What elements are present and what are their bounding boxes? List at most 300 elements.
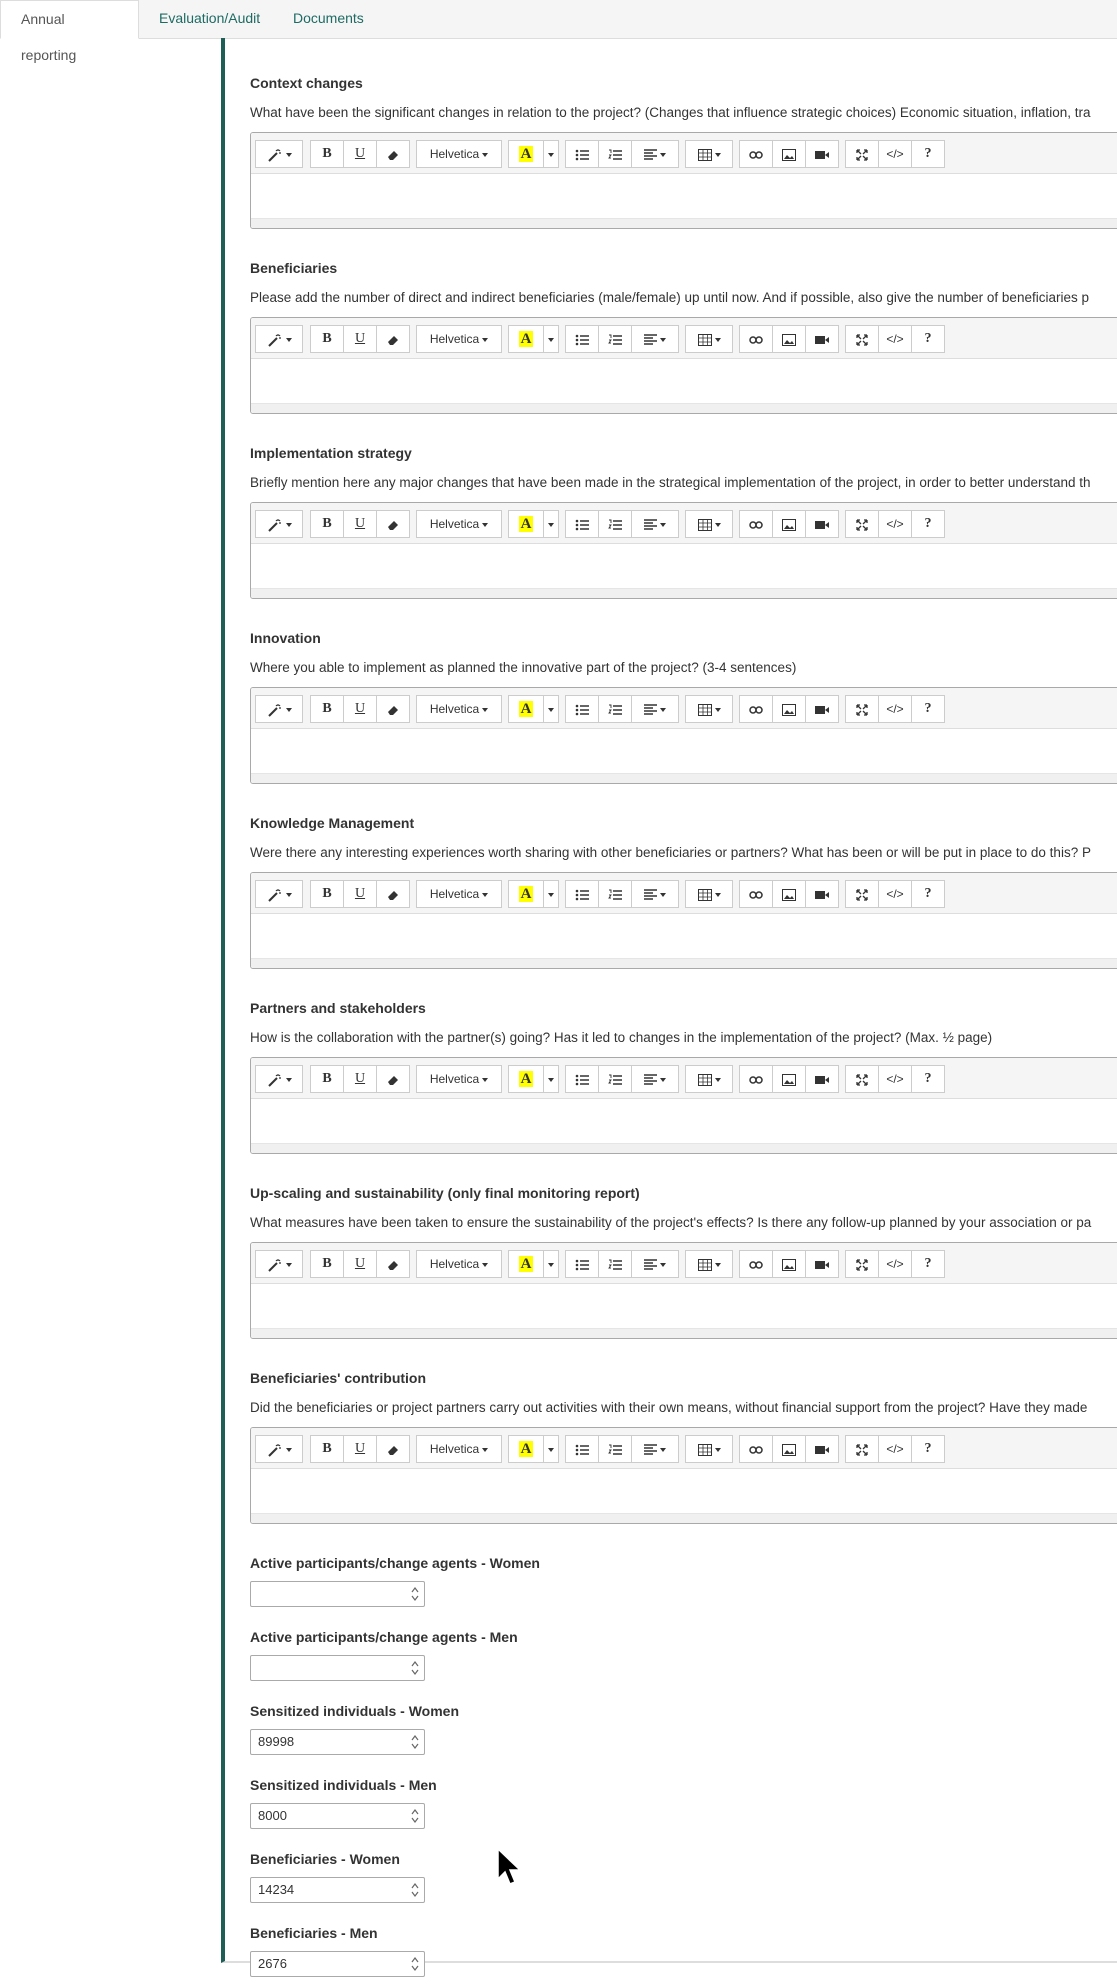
text-color-dropdown[interactable] xyxy=(543,695,559,723)
unordered-list-button[interactable] xyxy=(565,880,599,908)
video-button[interactable] xyxy=(805,1065,839,1093)
text-color-button[interactable] xyxy=(508,1065,544,1093)
number-field-group xyxy=(250,1777,1117,1837)
video-button[interactable] xyxy=(805,1250,839,1278)
font-family-value: Helvetica xyxy=(429,887,480,901)
bold-button[interactable]: B xyxy=(310,1250,344,1278)
bold-button[interactable]: B xyxy=(310,1435,344,1463)
font-family-dropdown[interactable] xyxy=(416,1435,502,1463)
eraser-icon xyxy=(387,1071,399,1086)
underline-button[interactable]: U xyxy=(343,695,377,723)
video-icon xyxy=(815,701,829,716)
fullscreen-button[interactable] xyxy=(845,510,879,538)
editor-resize-bar[interactable] xyxy=(251,1143,1117,1153)
annual-reporting-panel xyxy=(221,38,1117,1971)
fullscreen-icon xyxy=(856,886,868,901)
align-icon xyxy=(644,1256,666,1271)
ordered-list-button[interactable] xyxy=(598,1435,632,1463)
clear-format-button[interactable] xyxy=(376,325,410,353)
table-dropdown[interactable] xyxy=(685,140,733,168)
link-button[interactable] xyxy=(739,510,773,538)
table-dropdown[interactable] xyxy=(685,510,733,538)
spinner-arrows-icon[interactable] xyxy=(410,1733,420,1751)
magic-icon xyxy=(267,516,292,531)
font-family-value: Helvetica xyxy=(429,702,480,716)
fullscreen-button[interactable] xyxy=(845,1435,879,1463)
link-button[interactable] xyxy=(739,1250,773,1278)
section-description: What have been the significant changes in relation to the project? (Changes that influence strategic choices) Economic situation, inflation, tra xyxy=(250,105,1091,120)
number-input[interactable] xyxy=(250,1803,425,1829)
image-icon xyxy=(782,146,796,161)
table-icon xyxy=(698,146,721,161)
spinner-arrows-icon[interactable] xyxy=(410,1807,420,1825)
spinner-arrows-icon[interactable] xyxy=(410,1955,420,1973)
spinner-arrows-icon[interactable] xyxy=(410,1585,420,1603)
number-field-label: Sensitized individuals - Men xyxy=(250,1777,437,1793)
link-button[interactable] xyxy=(739,1435,773,1463)
number-input[interactable] xyxy=(250,1877,425,1903)
code-view-button[interactable] xyxy=(878,1065,912,1093)
number-field-group xyxy=(250,1629,1117,1689)
text-color-icon: A xyxy=(520,1071,532,1087)
editor-text-area[interactable] xyxy=(251,1469,1117,1515)
table-icon xyxy=(698,1441,721,1456)
fullscreen-button[interactable] xyxy=(845,140,879,168)
underline-button[interactable]: U xyxy=(343,325,377,353)
unordered-list-button[interactable] xyxy=(565,1435,599,1463)
underline-button[interactable]: U xyxy=(343,510,377,538)
bold-button[interactable]: B xyxy=(310,1065,344,1093)
spinner-arrows-icon[interactable] xyxy=(410,1659,420,1677)
tab-evaluation-audit[interactable]: Evaluation/Audit xyxy=(159,10,261,26)
section-title: Partners and stakeholders xyxy=(250,1000,426,1016)
text-color-icon: A xyxy=(520,1256,532,1272)
section-title: Context changes xyxy=(250,75,363,91)
report-section xyxy=(250,1185,1117,1345)
table-dropdown[interactable] xyxy=(685,1250,733,1278)
video-icon xyxy=(815,1256,829,1271)
paragraph-align-dropdown[interactable] xyxy=(631,140,679,168)
unordered-list-button[interactable] xyxy=(565,1250,599,1278)
magic-icon xyxy=(267,146,292,161)
number-field-label: Active participants/change agents - Women xyxy=(250,1555,540,1571)
image-button[interactable] xyxy=(772,1435,806,1463)
fullscreen-icon xyxy=(856,701,868,716)
text-color-icon: A xyxy=(520,146,532,162)
table-icon xyxy=(698,331,721,346)
image-button[interactable] xyxy=(772,325,806,353)
image-button[interactable] xyxy=(772,1065,806,1093)
magic-icon xyxy=(267,701,292,716)
editor-resize-bar[interactable] xyxy=(251,403,1117,413)
font-family-dropdown[interactable] xyxy=(416,880,502,908)
rich-text-editor xyxy=(250,502,1117,599)
text-color-dropdown[interactable] xyxy=(543,325,559,353)
section-description: What measures have been taken to ensure the sustainability of the project's effects? Is there any follow-up planned by your association or pa xyxy=(250,1215,1092,1230)
unordered-list-button[interactable] xyxy=(565,695,599,723)
eraser-icon xyxy=(387,1256,399,1271)
section-description: Briefly mention here any major changes that have been made in the strategical implementation of the project, in order to better understand th xyxy=(250,475,1091,490)
editor-resize-bar[interactable] xyxy=(251,958,1117,968)
bold-button[interactable]: B xyxy=(310,140,344,168)
style-dropdown-button[interactable] xyxy=(255,510,303,538)
fullscreen-icon xyxy=(856,1071,868,1086)
text-color-button[interactable] xyxy=(508,510,544,538)
mouse-cursor-icon xyxy=(496,1847,522,1887)
table-dropdown[interactable] xyxy=(685,1065,733,1093)
image-button[interactable] xyxy=(772,510,806,538)
editor-resize-bar[interactable] xyxy=(251,588,1117,598)
number-field-group xyxy=(250,1925,1117,1985)
style-dropdown-button[interactable] xyxy=(255,880,303,908)
paragraph-align-dropdown[interactable] xyxy=(631,1065,679,1093)
code-view-button[interactable] xyxy=(878,880,912,908)
report-section xyxy=(250,1370,1117,1530)
editor-toolbar xyxy=(251,503,1117,544)
style-dropdown-button[interactable] xyxy=(255,140,303,168)
link-icon xyxy=(749,516,763,531)
paragraph-align-dropdown[interactable] xyxy=(631,510,679,538)
editor-resize-bar[interactable] xyxy=(251,218,1117,228)
code-view-button[interactable] xyxy=(878,140,912,168)
align-icon xyxy=(644,331,666,346)
section-description: Were there any interesting experiences worth sharing with other beneficiaries or partners? What has been or will be put in place to do this? P xyxy=(250,845,1091,860)
editor-toolbar xyxy=(251,1428,1117,1469)
number-input[interactable] xyxy=(250,1951,425,1977)
editor-text-area[interactable] xyxy=(251,1099,1117,1145)
code-icon: </> xyxy=(886,702,904,716)
help-button[interactable]: ? xyxy=(911,880,945,908)
code-icon: </> xyxy=(886,147,904,161)
section-title: Knowledge Management xyxy=(250,815,415,831)
code-view-button[interactable] xyxy=(878,1435,912,1463)
image-button[interactable] xyxy=(772,695,806,723)
code-icon: </> xyxy=(886,887,904,901)
image-icon xyxy=(782,1256,796,1271)
section-title: Innovation xyxy=(250,630,321,646)
fullscreen-icon xyxy=(856,1256,868,1271)
text-color-dropdown[interactable] xyxy=(543,140,559,168)
tab-documents[interactable]: Documents xyxy=(293,10,364,26)
help-button[interactable]: ? xyxy=(911,1250,945,1278)
link-icon xyxy=(749,331,763,346)
help-button[interactable]: ? xyxy=(911,140,945,168)
code-icon: </> xyxy=(886,1072,904,1086)
report-section xyxy=(250,260,1117,420)
table-icon xyxy=(698,886,721,901)
list-icon xyxy=(575,701,589,716)
text-color-icon: A xyxy=(520,886,532,902)
unordered-list-button[interactable] xyxy=(565,1065,599,1093)
report-section xyxy=(250,630,1117,790)
text-color-icon: A xyxy=(520,1441,532,1457)
text-color-dropdown[interactable] xyxy=(543,1250,559,1278)
style-dropdown-button[interactable] xyxy=(255,1065,303,1093)
editor-resize-bar[interactable] xyxy=(251,1513,1117,1523)
fullscreen-button[interactable] xyxy=(845,695,879,723)
rich-text-editor xyxy=(250,317,1117,414)
fullscreen-button[interactable] xyxy=(845,1065,879,1093)
rich-text-editor xyxy=(250,687,1117,784)
clear-format-button[interactable] xyxy=(376,695,410,723)
table-icon xyxy=(698,1256,721,1271)
style-dropdown-button[interactable] xyxy=(255,1435,303,1463)
link-button[interactable] xyxy=(739,695,773,723)
rich-text-editor xyxy=(250,872,1117,969)
style-dropdown-button[interactable] xyxy=(255,325,303,353)
link-icon xyxy=(749,1071,763,1086)
bold-button[interactable]: B xyxy=(310,325,344,353)
editor-text-area[interactable] xyxy=(251,1284,1117,1330)
numbered-list-icon xyxy=(608,331,622,346)
align-icon xyxy=(644,146,666,161)
help-button[interactable]: ? xyxy=(911,695,945,723)
image-button[interactable] xyxy=(772,880,806,908)
code-view-button[interactable] xyxy=(878,510,912,538)
magic-icon xyxy=(267,1071,292,1086)
editor-resize-bar[interactable] xyxy=(251,1328,1117,1338)
fullscreen-button[interactable] xyxy=(845,1250,879,1278)
editor-text-area[interactable] xyxy=(251,544,1117,590)
bold-button[interactable]: B xyxy=(310,695,344,723)
editor-toolbar xyxy=(251,688,1117,729)
unordered-list-button[interactable] xyxy=(565,140,599,168)
unordered-list-button[interactable] xyxy=(565,325,599,353)
bold-button[interactable]: B xyxy=(310,510,344,538)
eraser-icon xyxy=(387,886,399,901)
text-color-button[interactable] xyxy=(508,140,544,168)
editor-text-area[interactable] xyxy=(251,174,1117,220)
paragraph-align-dropdown[interactable] xyxy=(631,1435,679,1463)
clear-format-button[interactable] xyxy=(376,1435,410,1463)
underline-button[interactable]: U xyxy=(343,1250,377,1278)
section-title: Up-scaling and sustainability (only final monitoring report) xyxy=(250,1185,640,1201)
fullscreen-icon xyxy=(856,331,868,346)
link-icon xyxy=(749,146,763,161)
image-icon xyxy=(782,1071,796,1086)
clear-format-button[interactable] xyxy=(376,1065,410,1093)
font-family-value: Helvetica xyxy=(429,147,480,161)
align-icon xyxy=(644,1441,666,1456)
align-icon xyxy=(644,701,666,716)
video-button[interactable] xyxy=(805,695,839,723)
video-button[interactable] xyxy=(805,325,839,353)
text-color-button[interactable] xyxy=(508,325,544,353)
editor-text-area[interactable] xyxy=(251,359,1117,405)
align-icon xyxy=(644,1071,666,1086)
magic-icon xyxy=(267,1441,292,1456)
table-dropdown[interactable] xyxy=(685,1435,733,1463)
text-color-icon: A xyxy=(520,516,532,532)
image-button[interactable] xyxy=(772,140,806,168)
link-button[interactable] xyxy=(739,325,773,353)
ordered-list-button[interactable] xyxy=(598,510,632,538)
bold-button[interactable]: B xyxy=(310,880,344,908)
list-icon xyxy=(575,1441,589,1456)
clear-format-button[interactable] xyxy=(376,1250,410,1278)
text-color-dropdown[interactable] xyxy=(543,1065,559,1093)
paragraph-align-dropdown[interactable] xyxy=(631,695,679,723)
eraser-icon xyxy=(387,331,399,346)
fullscreen-icon xyxy=(856,146,868,161)
image-icon xyxy=(782,886,796,901)
table-dropdown[interactable] xyxy=(685,880,733,908)
number-input-value: 89998 xyxy=(258,1734,295,1749)
ordered-list-button[interactable] xyxy=(598,140,632,168)
font-family-dropdown[interactable] xyxy=(416,510,502,538)
eraser-icon xyxy=(387,146,399,161)
link-icon xyxy=(749,701,763,716)
font-family-dropdown[interactable] xyxy=(416,325,502,353)
report-section xyxy=(250,1000,1117,1160)
list-icon xyxy=(575,1256,589,1271)
font-family-value: Helvetica xyxy=(429,517,480,531)
underline-button[interactable]: U xyxy=(343,880,377,908)
clear-format-button[interactable] xyxy=(376,140,410,168)
text-color-icon: A xyxy=(520,701,532,717)
help-button[interactable]: ? xyxy=(911,1065,945,1093)
editor-toolbar xyxy=(251,133,1117,174)
video-button[interactable] xyxy=(805,510,839,538)
number-input[interactable] xyxy=(250,1655,425,1681)
font-family-value: Helvetica xyxy=(429,332,480,346)
magic-icon xyxy=(267,1256,292,1271)
eraser-icon xyxy=(387,701,399,716)
code-icon: </> xyxy=(886,1442,904,1456)
editor-toolbar xyxy=(251,318,1117,359)
rich-text-editor xyxy=(250,1242,1117,1339)
style-dropdown-button[interactable] xyxy=(255,1250,303,1278)
clear-format-button[interactable] xyxy=(376,880,410,908)
list-icon xyxy=(575,146,589,161)
table-icon xyxy=(698,1071,721,1086)
help-button[interactable]: ? xyxy=(911,325,945,353)
text-color-dropdown[interactable] xyxy=(543,880,559,908)
table-dropdown[interactable] xyxy=(685,325,733,353)
unordered-list-button[interactable] xyxy=(565,510,599,538)
fullscreen-button[interactable] xyxy=(845,880,879,908)
section-description: Where you able to implement as planned the innovative part of the project? (3-4 sentences) xyxy=(250,660,797,675)
section-description: Did the beneficiaries or project partners carry out activities with their own means, without financial support from the project? Have they made xyxy=(250,1400,1088,1415)
code-view-button[interactable] xyxy=(878,325,912,353)
fullscreen-icon xyxy=(856,1441,868,1456)
link-button[interactable] xyxy=(739,1065,773,1093)
align-icon xyxy=(644,886,666,901)
numbered-list-icon xyxy=(608,886,622,901)
image-button[interactable] xyxy=(772,1250,806,1278)
table-icon xyxy=(698,701,721,716)
help-button[interactable]: ? xyxy=(911,510,945,538)
text-color-button[interactable] xyxy=(508,1435,544,1463)
number-field-group xyxy=(250,1703,1117,1763)
ordered-list-button[interactable] xyxy=(598,1250,632,1278)
link-button[interactable] xyxy=(739,880,773,908)
video-button[interactable] xyxy=(805,140,839,168)
section-description: Please add the number of direct and indirect beneficiaries (male/female) up until now. And if possible, also give the number of beneficiaries p xyxy=(250,290,1089,305)
ordered-list-button[interactable] xyxy=(598,695,632,723)
code-view-button[interactable] xyxy=(878,1250,912,1278)
fullscreen-button[interactable] xyxy=(845,325,879,353)
section-title: Beneficiaries xyxy=(250,260,338,276)
font-family-dropdown[interactable] xyxy=(416,140,502,168)
align-icon xyxy=(644,516,666,531)
text-color-dropdown[interactable] xyxy=(543,510,559,538)
clear-format-button[interactable] xyxy=(376,510,410,538)
style-dropdown-button[interactable] xyxy=(255,695,303,723)
section-description: How is the collaboration with the partner(s) going? Has it led to changes in the implementation of the project? (Max. ½ page) xyxy=(250,1030,993,1045)
section-title: Beneficiaries' contribution xyxy=(250,1370,427,1386)
underline-button[interactable]: U xyxy=(343,1435,377,1463)
list-icon xyxy=(575,516,589,531)
table-dropdown[interactable] xyxy=(685,695,733,723)
number-input-value: 14234 xyxy=(258,1882,295,1897)
number-field-label: Beneficiaries - Men xyxy=(250,1925,378,1941)
rich-text-editor xyxy=(250,1427,1117,1524)
link-button[interactable] xyxy=(739,140,773,168)
video-icon xyxy=(815,1441,829,1456)
number-field-label: Beneficiaries - Women xyxy=(250,1851,400,1867)
number-input[interactable] xyxy=(250,1581,425,1607)
video-icon xyxy=(815,1071,829,1086)
video-icon xyxy=(815,886,829,901)
number-input[interactable] xyxy=(250,1729,425,1755)
video-icon xyxy=(815,516,829,531)
numbered-list-icon xyxy=(608,516,622,531)
video-button[interactable] xyxy=(805,880,839,908)
code-view-button[interactable] xyxy=(878,695,912,723)
font-family-value: Helvetica xyxy=(429,1072,480,1086)
numbered-list-icon xyxy=(608,1071,622,1086)
tab-annual-reporting[interactable]: Annual reporting xyxy=(0,0,139,39)
ordered-list-button[interactable] xyxy=(598,880,632,908)
text-color-button[interactable] xyxy=(508,695,544,723)
font-family-dropdown[interactable] xyxy=(416,695,502,723)
editor-text-area[interactable] xyxy=(251,729,1117,775)
help-button[interactable]: ? xyxy=(911,1435,945,1463)
table-icon xyxy=(698,516,721,531)
font-family-dropdown[interactable] xyxy=(416,1065,502,1093)
underline-button[interactable]: U xyxy=(343,1065,377,1093)
report-section xyxy=(250,445,1117,605)
font-family-value: Helvetica xyxy=(429,1442,480,1456)
text-color-button[interactable] xyxy=(508,1250,544,1278)
image-icon xyxy=(782,701,796,716)
video-button[interactable] xyxy=(805,1435,839,1463)
paragraph-align-dropdown[interactable] xyxy=(631,325,679,353)
paragraph-align-dropdown[interactable] xyxy=(631,880,679,908)
underline-button[interactable]: U xyxy=(343,140,377,168)
number-field-group xyxy=(250,1555,1117,1615)
ordered-list-button[interactable] xyxy=(598,325,632,353)
ordered-list-button[interactable] xyxy=(598,1065,632,1093)
editor-toolbar xyxy=(251,1243,1117,1284)
number-input-value: 2676 xyxy=(258,1956,287,1971)
paragraph-align-dropdown[interactable] xyxy=(631,1250,679,1278)
numbered-list-icon xyxy=(608,146,622,161)
code-icon: </> xyxy=(886,1257,904,1271)
list-icon xyxy=(575,886,589,901)
rich-text-editor xyxy=(250,1057,1117,1154)
link-icon xyxy=(749,886,763,901)
spinner-arrows-icon[interactable] xyxy=(410,1881,420,1899)
number-input-value: 8000 xyxy=(258,1808,287,1823)
font-family-dropdown[interactable] xyxy=(416,1250,502,1278)
editor-text-area[interactable] xyxy=(251,914,1117,960)
text-color-dropdown[interactable] xyxy=(543,1435,559,1463)
tab-bar xyxy=(0,0,1117,63)
text-color-button[interactable] xyxy=(508,880,544,908)
editor-resize-bar[interactable] xyxy=(251,773,1117,783)
